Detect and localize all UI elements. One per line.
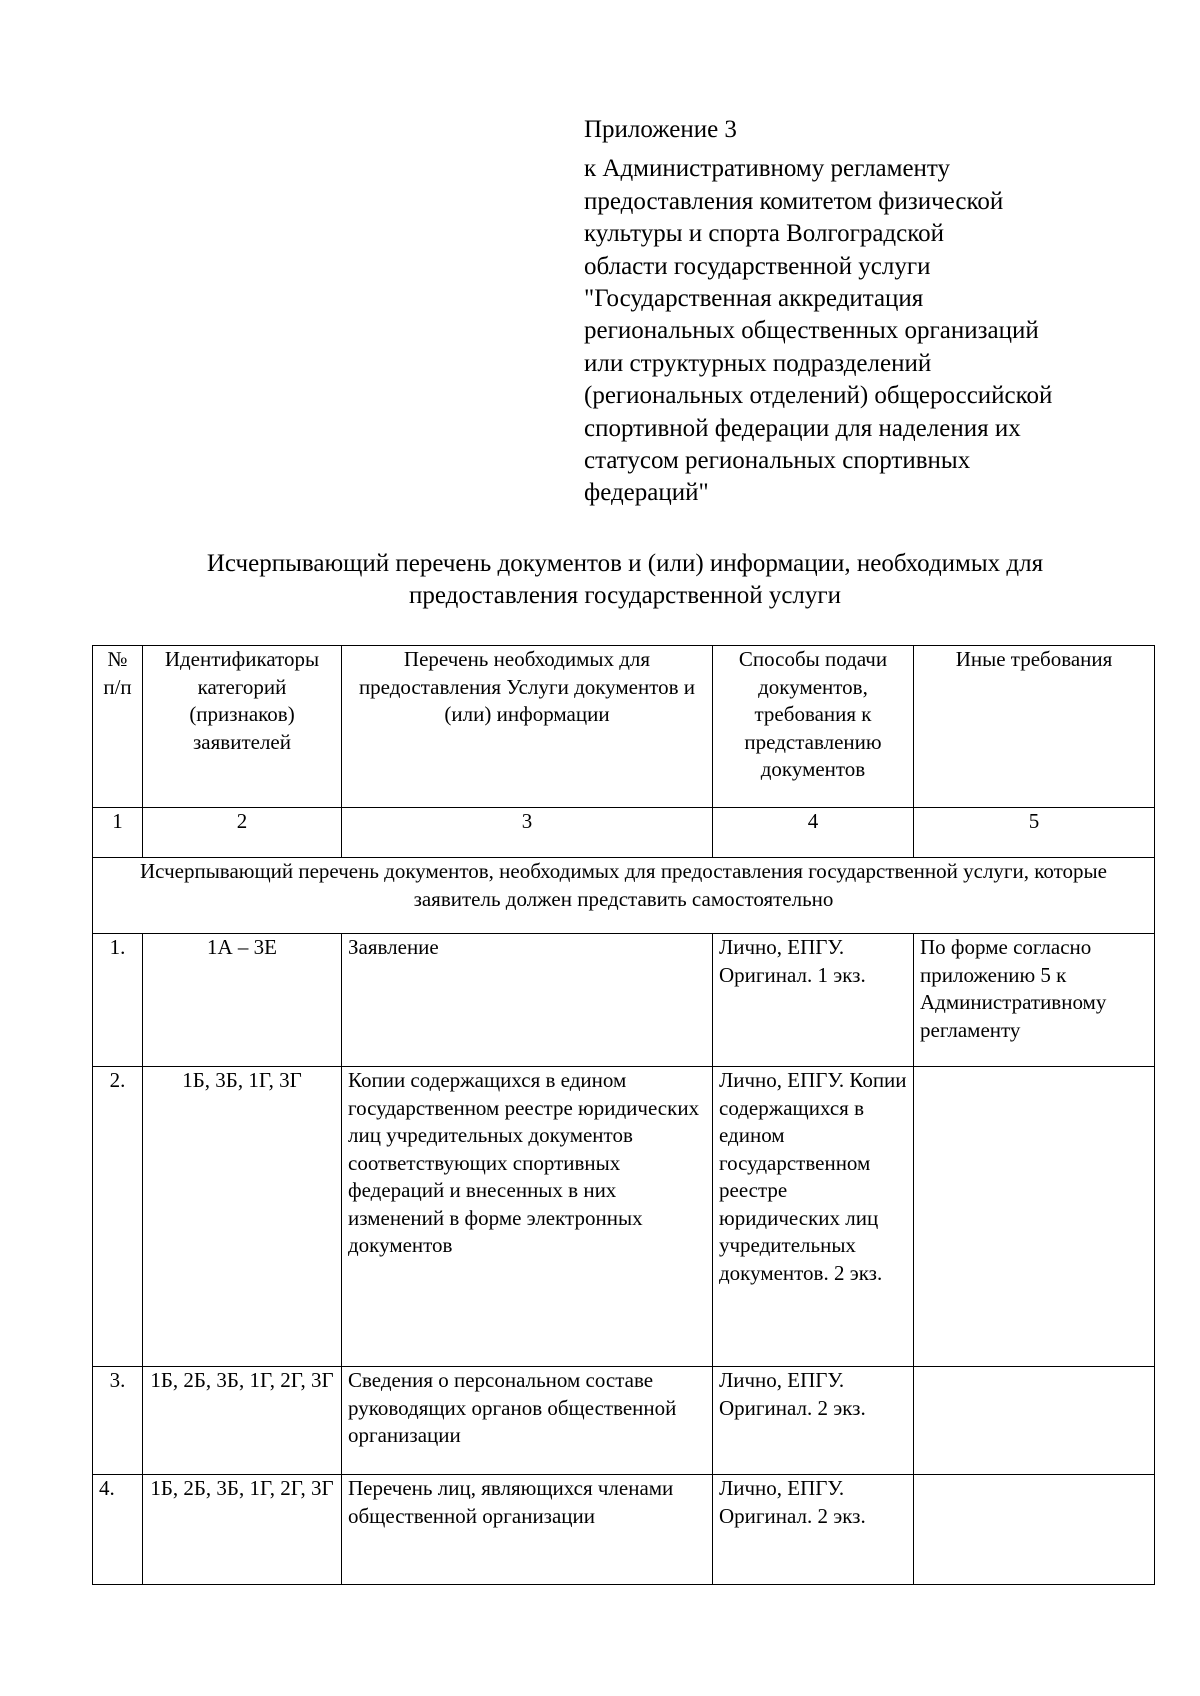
row-num: 4. — [93, 1475, 143, 1585]
column-number: 2 — [143, 808, 342, 858]
row-method: Лично, ЕПГУ. Оригинал. 2 экз. — [713, 1475, 914, 1585]
section-row — [93, 858, 1155, 934]
row-document: Заявление — [342, 934, 713, 1067]
row-method: Лично, ЕПГУ. Копии содержащихся в едином государственном реестре юридических лиц учредительных документов. 2 экз. — [713, 1067, 914, 1367]
row-method: Лично, ЕПГУ. Оригинал. 2 экз. — [713, 1367, 914, 1475]
column-number: 5 — [914, 808, 1155, 858]
header-identifiers: Идентификаторы категорий (признаков) заявителей — [143, 646, 342, 808]
annex-line: предоставления комитетом физической — [584, 187, 1004, 215]
row-other — [914, 1475, 1155, 1585]
row-document: Сведения о персональном составе руководящих органов общественной организации — [342, 1367, 713, 1475]
row-identifiers: 1Б, 2Б, 3Б, 1Г, 2Г, 3Г — [143, 1475, 342, 1585]
annex-line: федераций" — [584, 479, 709, 507]
row-other: По форме согласно приложению 5 к Административному регламенту — [914, 934, 1155, 1067]
column-numbers-row — [93, 808, 1155, 858]
row-identifiers: 1А – 3Е — [143, 934, 342, 1067]
column-number: 1 — [93, 808, 143, 858]
table-row — [93, 1067, 1155, 1367]
section-title: Исчерпывающий перечень документов, необходимых для предоставления государственной услуги, которые заявитель должен представить самостоятельно — [93, 858, 1155, 934]
annex-line: статусом региональных спортивных — [584, 447, 971, 475]
row-num: 1. — [93, 934, 143, 1067]
annex-line: области государственной услуги — [584, 252, 931, 280]
column-number: 4 — [713, 808, 914, 858]
annex-title: Приложение 3 — [584, 116, 737, 143]
annex-line: (региональных отделений) общероссийской — [584, 382, 1053, 410]
documents-table — [92, 645, 1155, 1585]
annex-line: культуры и спорта Волгоградской — [584, 220, 944, 248]
row-document: Перечень лиц, являющихся членами общественной организации — [342, 1475, 713, 1585]
table-row — [93, 1475, 1155, 1585]
header-methods: Способы подачи документов, требования к представлению документов — [713, 646, 914, 808]
annex-block — [584, 114, 1144, 510]
row-identifiers: 1Б, 3Б, 1Г, 3Г — [143, 1067, 342, 1367]
heading-line-1: Исчерпывающий перечень документов и (или) информации, необходимых для — [206, 550, 1044, 577]
annex-line: спортивной федерации для наделения их — [584, 414, 1021, 442]
row-num: 3. — [93, 1367, 143, 1475]
row-other — [914, 1067, 1155, 1367]
row-method: Лично, ЕПГУ. Оригинал. 1 экз. — [713, 934, 914, 1067]
row-other — [914, 1367, 1155, 1475]
table-row — [93, 934, 1155, 1067]
header-num: № п/п — [93, 646, 143, 808]
row-num: 2. — [93, 1067, 143, 1367]
heading-line-2: предоставления государственной услуги — [408, 582, 842, 609]
row-document: Копии содержащихся в едином государственном реестре юридических лиц учредительных документов соответствующих спортивных федераций и внесенных в них изменений в форме электронных документов — [342, 1067, 713, 1367]
annex-line: к Административному регламенту — [584, 155, 951, 183]
annex-line: региональных общественных организаций — [584, 317, 1039, 345]
header-documents: Перечень необходимых для предоставления Услуги документов и (или) информации — [342, 646, 713, 808]
table-header-row — [93, 646, 1155, 808]
header-other: Иные требования — [914, 646, 1155, 808]
column-number: 3 — [342, 808, 713, 858]
document-heading — [95, 548, 1155, 612]
row-identifiers: 1Б, 2Б, 3Б, 1Г, 2Г, 3Г — [143, 1367, 342, 1475]
annex-line: или структурных подразделений — [584, 349, 932, 377]
table-row — [93, 1367, 1155, 1475]
annex-line: "Государственная аккредитация — [584, 285, 924, 313]
